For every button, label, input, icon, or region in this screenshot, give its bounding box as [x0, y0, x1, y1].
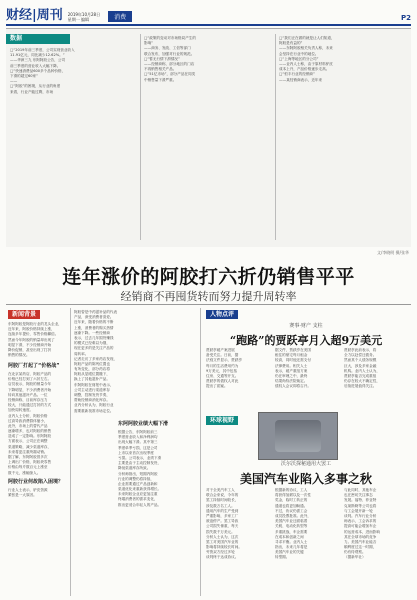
text-line: 联合会来说，今年的 [206, 493, 239, 498]
text-line: 关税、电动化转型等 [275, 524, 308, 529]
text-line: 行业的调整仍将持续， [118, 476, 154, 481]
text-line: □“51亿市场”，部分产品在同类 [144, 72, 196, 77]
text-line: 9万美元，其中包括 [206, 368, 238, 373]
text-line: （据新华社） [344, 555, 366, 560]
text-line: 美国汽车业还面临着 [275, 519, 308, 524]
text-line: 此外，市场上的替代产品 [8, 423, 48, 428]
text-line: 终端消费者的需求变化， [118, 497, 158, 502]
text-line: 渠道优化来重新获得增长。 [118, 487, 162, 492]
column-divider [275, 34, 276, 240]
text-line: 克莱斯勒等公司也将 [344, 503, 377, 508]
text-line: 价格由每斤数百元上涨至 [8, 465, 48, 470]
text-line: 11.91亿元，同比减少12.62%。” [10, 53, 65, 58]
text-line: 降低渠道库存所致。 [118, 466, 151, 471]
right-top-column-2 [275, 348, 337, 390]
bulletin-column-2 [144, 36, 272, 83]
middle-paragraph-1 [74, 310, 136, 414]
global-view-tag: 环球视野 [206, 416, 238, 425]
text-line: 价格已经打到了六折左右。 [8, 377, 52, 382]
text-line: 产品，深受消费者喜爱。 [74, 315, 114, 320]
text-line: 其在全球市场的竞争 [344, 534, 377, 539]
text-line: 未来阿胶企业应更加注重 [118, 492, 158, 497]
text-line: 将获得加薪以及一次性 [275, 493, 311, 498]
text-line: 业内人士分析，阿胶价格 [8, 413, 48, 418]
text-line: 较大，只能通过打折的方式 [8, 403, 52, 408]
text-line: 需要重新找准市场定位。 [74, 408, 114, 413]
right-bottom-column-1 [206, 488, 268, 561]
text-line: □“恒丰行业的经销商” [279, 72, 315, 77]
bulletin-column-3 [279, 36, 407, 83]
text-line: 行业人士表示，驴皮资源 [8, 488, 48, 492]
text-line: —— [10, 79, 18, 84]
text-line: 销售的情况。 [8, 353, 30, 358]
text-line: 公司主动进行渠道库存 [74, 387, 110, 392]
text-line: 发展。福特、菲亚特 [344, 498, 377, 503]
text-line: 业内分析认为，阿胶行业 [74, 403, 114, 408]
text-line: 表示，破产重组方案 [275, 368, 308, 373]
text-line: 奖金，临时工转正的 [275, 498, 308, 503]
text-line: 分析师指出，短期内阿胶 [118, 471, 158, 476]
text-line: 提出了质疑。 [206, 384, 228, 389]
text-line: 影响将持续较长时间。 [206, 545, 242, 550]
text-line: ——东阿阿胶相关负责人称，未来 [279, 46, 333, 51]
right-top-column-1 [206, 348, 268, 390]
text-line: 上市以来首次出现季度 [118, 450, 154, 455]
masthead-title: 财经|周刊 [6, 8, 63, 23]
left-paragraph-2 [8, 372, 66, 476]
text-line: 方面表示，公司正在调整 [8, 439, 48, 444]
text-line: 季度单季亏损，这是公司 [118, 445, 158, 450]
text-line: 在成本和创新之间 [275, 534, 304, 539]
text-line: ——业内人士称，由于原材料驴皮 [279, 61, 333, 66]
text-line: 换上了其他滋补产品。 [74, 377, 110, 382]
text-line: 损失数千万美元。 [206, 529, 235, 534]
text-line: 紧张是一大原因。 [8, 493, 37, 498]
text-line: 不过，协议仍需工会 [275, 508, 308, 513]
column-divider [70, 308, 71, 596]
text-line: 亏损。公司表示，业绩下滑 [118, 455, 162, 460]
text-line: □“我们正在做的就是让人们知道， [279, 36, 335, 40]
text-line: 造成了一定影响。东阿阿胶 [8, 434, 52, 439]
text-line: □“政策的变动对市场格局产生的 [144, 36, 196, 40]
section-tag: 消费 [108, 11, 132, 22]
right-bottom-column-2 [275, 488, 337, 561]
text-line: 根据公告，东阿阿胶前三 [118, 430, 158, 434]
right-bottom-title: 美国汽车业陷入多事之秋 [239, 472, 372, 486]
text-line: 主要是由于主动控制发货， [118, 461, 162, 466]
text-line: 法律费用。相关人士 [275, 363, 308, 368]
text-line: □“阿胶”的困境，从行业的角度 [10, 84, 61, 89]
text-line: 明显下滑，不少经销商开始 [8, 342, 52, 347]
text-line: 每月的生活费用约为 [206, 363, 239, 368]
people-tag: 人物点评 [206, 310, 238, 319]
text-line: 通道也将更加畅通。 [275, 503, 308, 508]
text-line: □“快速消费品600多个品种价格， [10, 68, 66, 73]
text-line: 谈判终于达成协议。 [206, 555, 239, 560]
bulletin-label: 数据 [6, 34, 70, 44]
factory-photo [258, 412, 338, 460]
page-number: P2 [400, 14, 411, 22]
text-line: 过高导致消费群体缩小， [8, 418, 48, 423]
right-bottom-kicker: 沃尔沃探秘通用大罢工 [280, 461, 331, 467]
left-section-heading-1: 阿胶厂打起了“价格战” [8, 363, 60, 369]
text-line: 指出，未来几年将是 [275, 545, 308, 550]
text-line: 债权人会议即将召开。 [275, 384, 311, 389]
text-line: 近年来，阿胶价格持续上涨， [8, 327, 55, 332]
text-line: 严重影响，多家工厂 [206, 513, 239, 518]
text-line: 店员表示，阿胶的销量今年 [8, 382, 52, 387]
text-line: 逐渐下降。一些经销商 [74, 330, 110, 335]
article-source: 文/李晓明 摄/张华 [377, 250, 409, 255]
text-line: 记者走访了多家药店发现， [74, 356, 118, 361]
text-line: 上涨，消费者的购买热情 [74, 325, 114, 330]
text-line: 美国汽车业的关键 [275, 550, 304, 555]
text-line: 未来将更注重终端动销。 [8, 449, 48, 454]
left-paragraph-3 [8, 488, 66, 498]
text-line: ——经销商称，部分地区的门店 [144, 61, 195, 66]
text-line: 巨大，涉及多家金融 [344, 363, 377, 368]
text-line: 降价促销，甚至出现了打折 [8, 347, 52, 352]
text-line: 分析人士认为，这次 [206, 534, 239, 539]
text-line: 与此同时，其他车企 [344, 488, 377, 492]
text-line: 涉及数万名工人。 [206, 503, 235, 508]
text-line: 阿胶产品的陈列位置也 [74, 361, 110, 366]
text-line: 也在密切关注事态 [344, 493, 373, 498]
text-line: 贾跃亭的债权人对此 [206, 379, 239, 384]
text-line: 后续进展值得关注。 [344, 384, 377, 389]
text-line: 逐渐增多，也对阿胶的销售 [8, 429, 52, 434]
text-line: 罢工对美国汽车业的 [206, 539, 239, 544]
text-line: 被迫停产。罢工导致 [206, 519, 239, 524]
middle-section-heading: 东阿阿胶业绩大幅下滑 [118, 421, 169, 427]
text-line: ——华润三九 东阿阿胶公告，公司 [10, 58, 66, 63]
headline-rule [6, 304, 411, 305]
text-line: 影响” [144, 41, 154, 46]
text-line: 提高可能会增加车企 [344, 524, 377, 529]
text-line: 来看，行业产能过剩，市场 [10, 89, 54, 94]
text-line: 谈判。汽车行业分析 [344, 513, 377, 518]
masthead [6, 4, 411, 26]
text-line: 寻求平衡。业内人士 [275, 539, 308, 544]
text-line: 住房、交通等开支。 [206, 373, 239, 378]
text-line: 阿胶曾是中药滋补品的代表 [74, 310, 118, 314]
text-line: 帮助经销商消化库存。 [74, 398, 110, 403]
text-line: 下滑的超过60家” [10, 73, 38, 78]
text-line: 推出更适合年轻人的产品。 [118, 502, 162, 507]
text-line: 租住的豪宅每月租金 [275, 353, 308, 358]
left-section-heading-2: 阿胶行业何故陷入困境？ [8, 479, 64, 485]
text-line: ——商务、发改、工信等部门 [144, 46, 191, 51]
text-line: 中销售量下滑严重。 [144, 77, 177, 82]
text-line: 阿胶是有益的” [279, 41, 303, 46]
text-line: 仍有待观察。 [344, 550, 366, 555]
text-line: □“2019年前三季度，公司实现营业收入 [10, 48, 75, 52]
text-line: 周转率。 [74, 351, 89, 356]
text-line: □“上海等地区的分公司” [279, 56, 319, 61]
text-line: 东阿阿胶是阿胶行业的龙头企业， [8, 322, 62, 326]
text-line: 季度营业收入和净利润均 [118, 435, 158, 440]
text-line: 在北京某药店，阿胶产品的 [8, 372, 52, 376]
column-divider [200, 308, 201, 596]
text-line: 劳资双方经过多轮 [206, 550, 235, 555]
text-line: 公司损失惨重，每天 [206, 524, 239, 529]
text-line: 现在更多的是关注产品的 [74, 346, 114, 351]
text-line: 的运营成本，进而影响 [344, 529, 380, 534]
right-top-title: “跑路”的贾跃亭月入超9万美元 [229, 334, 383, 347]
text-line: 加快周转速度。 [8, 408, 34, 413]
text-line: 与工会展开新一轮 [344, 508, 373, 513]
text-line: 通用汽车的生产受到 [206, 508, 239, 513]
text-line: 据了解，东阿阿胶曾多次 [8, 455, 48, 459]
text-line: 渠道策略，减少渠道库存， [8, 444, 52, 449]
text-line: 力。美国汽车业能否 [344, 539, 377, 544]
text-line: 贾跃亭此前表示，将 [344, 348, 377, 352]
text-line: 联合发布，加强对行业的规范。 [144, 51, 195, 56]
right-top-kicker: 赛事·财产 支柱 [289, 323, 323, 329]
text-line: 仍存在较大不确定性， [344, 379, 380, 384]
text-line: 然而今年阿胶的销量却出现了 [8, 337, 55, 342]
bulletin-column-1 [10, 48, 138, 95]
text-line: □“暂无行情下滑情况” [144, 56, 180, 61]
text-line: 连续多年提价，零售价格翻倍。 [8, 332, 59, 337]
news-background-tag: 新闻背景 [8, 310, 40, 319]
text-line: 罢工持续时间较长， [206, 498, 239, 503]
text-line: 表示，过去几年囤货赚钱 [74, 335, 114, 340]
text-line: 法庭文件显示，贾跃亭 [206, 358, 242, 363]
text-line: 的模式已经难以为继， [74, 341, 110, 346]
text-line: 对于全美汽车工人 [206, 488, 235, 492]
text-line: 出现大幅下滑。其中第三 [118, 440, 158, 445]
text-line: 然而其个人债务规模 [344, 358, 377, 363]
text-line: 机构。业内人士认为， [344, 368, 380, 373]
masthead-info: 星期一 编辑 [67, 17, 90, 22]
main-subhead: 经销商不再囤货转而努力提升周转率 [120, 290, 297, 303]
text-line: 成员投票批准。此外， [275, 513, 311, 518]
text-line: 仍在审理之中，最终 [275, 373, 308, 378]
left-paragraph-1 [8, 322, 66, 358]
text-line: 下降明显，不少消费者开始 [8, 387, 52, 392]
text-line: 有所变化，部分药店将 [74, 367, 110, 372]
text-line: 成本上升，产品价格逐步走高。 [279, 67, 330, 72]
text-line: 企业需要通过产品创新和 [118, 481, 158, 486]
text-line: 备受关注。日前，据 [206, 353, 239, 358]
text-line: 阿胶从显眼位置撤下， [74, 372, 110, 377]
text-line: 贾跃亭破产案进展 [206, 348, 235, 352]
text-line: 数千元，涨幅惊人。 [8, 470, 41, 475]
text-line: 师表示，工会诉求的 [344, 519, 377, 524]
text-line: 全力以赴偿还债务。 [344, 353, 377, 358]
text-line: 根据新的协议，工人 [275, 488, 308, 492]
text-line: 据文件，贾跃亭在美国 [275, 348, 311, 352]
text-line: 东阿阿胶在财报中表示， [74, 382, 114, 387]
text-line: 前三季度的营业收入大幅下降。 [10, 63, 61, 68]
column-divider [140, 34, 141, 240]
text-line: 调整，控制发货节奏， [74, 393, 110, 397]
text-line: 较高，同时他还需支付 [275, 358, 311, 363]
text-line: 近年来，随着价格的不断 [74, 320, 114, 325]
middle-paragraph-2 [118, 430, 198, 508]
text-line: 转向其他滋补产品。一位 [8, 392, 48, 397]
text-line: 贾跃亭能否完成重组 [344, 373, 377, 378]
text-line: 上调出厂价格，阿胶块零售 [8, 460, 52, 465]
text-line: 多重挑战，车企需要 [275, 529, 308, 534]
text-line: 结果尚待法院裁定。 [275, 379, 308, 384]
masthead-meta [68, 12, 100, 22]
text-line: 顺利度过这一时期， [344, 545, 377, 550]
main-headline: 连年涨价的阿胶打六折仍销售平平 [62, 266, 355, 288]
text-line: 不再销售相关产品。 [144, 67, 177, 72]
right-bottom-column-3 [344, 488, 406, 561]
masthead-date: 2019年10月28日 [67, 12, 101, 17]
text-line: 经销商称，目前库存压力 [8, 397, 48, 402]
text-line: ——某经销商表示，近年来 [279, 77, 323, 82]
right-top-column-3 [344, 348, 406, 390]
text-line: 会坚持在行业中的地位。 [279, 51, 319, 56]
text-line: 转型期。 [275, 555, 290, 560]
